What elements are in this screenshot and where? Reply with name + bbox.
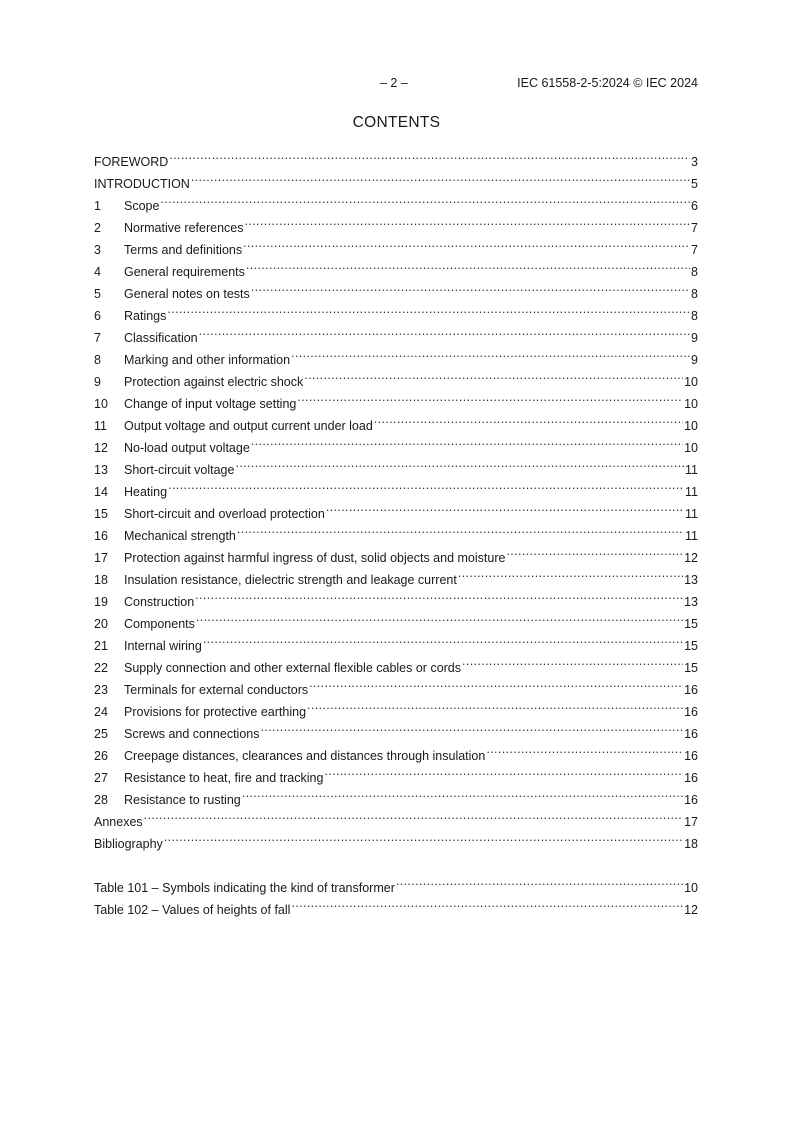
toc-entry-title[interactable]: Scope [124,199,160,213]
toc-entry-page: 16 [684,727,698,741]
toc-entry-page: 13 [684,595,698,609]
toc-entry-title[interactable]: Short-circuit voltage [124,463,235,477]
toc-entry-page: 11 [685,463,698,477]
toc-entry-number: 14 [94,485,108,499]
toc-dot-leader [196,606,683,628]
toc-entry-page: 9 [691,353,698,367]
toc-entry-title[interactable]: Ratings [124,309,167,323]
toc-entry-page: 9 [691,331,698,345]
toc-entry-page: 11 [685,529,698,543]
toc-dot-leader [291,342,690,364]
toc-entry-number: 19 [94,595,108,609]
toc-entry-title[interactable]: Heating [124,485,168,499]
toc-entry[interactable] [94,188,698,213]
toc-entry-number: 4 [94,265,101,279]
toc-entry-number: 25 [94,727,108,741]
toc-dot-leader [144,804,683,826]
toc-entry-title[interactable]: Marking and other information [124,353,291,367]
toc-entry[interactable] [94,320,698,345]
document-reference: IEC 61558-2-5:2024 © IEC 2024 [517,76,698,90]
toc-entry-page: 10 [684,375,698,389]
toc-dot-leader [326,496,684,518]
toc-entry-title[interactable]: Internal wiring [124,639,202,653]
toc-entry-number: 21 [94,639,108,653]
toc-dot-leader [374,408,683,430]
toc-dot-leader [167,298,690,320]
toc-dot-leader [199,320,690,342]
toc-spacer [94,848,698,870]
toc-dot-leader [506,540,683,562]
toc-entry-page: 13 [684,573,698,587]
toc-entry-page: 16 [684,705,698,719]
toc-entry-title[interactable]: Short-circuit and overload protection [124,507,325,521]
toc-entry-title[interactable]: Table 102 – Values of heights of fall [94,903,291,917]
toc-entry-number: 27 [94,771,108,785]
toc-dot-leader [160,188,690,210]
toc-entry-number: 26 [94,749,108,763]
toc-dot-leader [486,738,683,760]
toc-front-matter [94,144,698,191]
page-header [94,76,698,92]
toc-back-matter [94,804,698,851]
toc-entry-page: 6 [691,199,698,213]
toc-dot-leader [462,650,683,672]
toc-dot-leader [169,144,690,166]
toc-dot-leader [164,826,683,848]
toc-dot-leader [246,254,690,276]
toc-entry-page: 8 [691,265,698,279]
toc-entry-page: 7 [691,221,698,235]
toc-entry-title[interactable]: Annexes [94,815,143,829]
toc-entry-title[interactable]: Protection against harmful ingress of dust, solid objects and moisture [124,551,506,565]
toc-entry[interactable] [94,144,698,169]
toc-dot-leader [261,716,684,738]
toc-entry-number: 23 [94,683,108,697]
toc-entry-number: 6 [94,309,101,323]
toc-entry-page: 15 [684,617,698,631]
toc-dot-leader [237,518,684,540]
table-of-contents [94,144,698,917]
toc-entry-title[interactable]: Creepage distances, clearances and distances through insulation [124,749,486,763]
toc-dot-leader [297,386,683,408]
toc-entry-number: 16 [94,529,108,543]
toc-entry-page: 17 [684,815,698,829]
toc-entry-title[interactable]: Insulation resistance, dielectric strength and leakage current [124,573,457,587]
toc-dot-leader [191,166,690,188]
toc-dot-leader [251,276,690,298]
toc-entry-page: 3 [691,155,698,169]
toc-entry-number: 10 [94,397,108,411]
toc-clauses [94,188,698,807]
toc-entry-number: 8 [94,353,101,367]
toc-entry-title[interactable]: FOREWORD [94,155,169,169]
toc-entry-page: 8 [691,287,698,301]
toc-entry-title[interactable]: Terms and definitions [124,243,243,257]
toc-entry-number: 5 [94,287,101,301]
toc-dot-leader [458,562,683,584]
toc-entry-page: 16 [684,749,698,763]
toc-entry-page: 12 [684,551,698,565]
toc-entry[interactable] [94,826,698,851]
toc-entry-title[interactable]: Output voltage and output current under load [124,419,373,433]
toc-dot-leader [307,694,683,716]
toc-entry[interactable] [94,474,698,499]
toc-entry-number: 12 [94,441,108,455]
toc-entry-number: 18 [94,573,108,587]
toc-entry-number: 28 [94,793,108,807]
toc-entry-page: 11 [685,507,698,521]
toc-entry-number: 11 [94,419,107,433]
toc-entry-title[interactable]: Provisions for protective earthing [124,705,307,719]
toc-entry-number: 1 [94,199,101,213]
toc-entry-title[interactable]: Components [124,617,195,631]
toc-entry-title[interactable]: Normative references [124,221,244,235]
toc-entry[interactable] [94,210,698,235]
toc-entry-title[interactable]: Resistance to rusting [124,793,241,807]
toc-entry-title[interactable]: Resistance to heat, fire and tracking [124,771,324,785]
toc-entry-title[interactable]: Change of input voltage setting [124,397,297,411]
toc-entry-page: 11 [685,485,698,499]
toc-entry-number: 2 [94,221,101,235]
toc-entry-page: 18 [684,837,698,851]
toc-entry-title[interactable]: Screws and connections [124,727,260,741]
toc-entry-number: 15 [94,507,108,521]
toc-entry-title[interactable]: Protection against electric shock [124,375,304,389]
toc-entry-title[interactable]: Table 101 – Symbols indicating the kind of transformer [94,881,395,895]
toc-entry[interactable] [94,496,698,521]
toc-entry-number: 7 [94,331,101,345]
toc-list-of-tables [94,870,698,917]
toc-dot-leader [324,760,683,782]
toc-entry-title[interactable]: Supply connection and other external flexible cables or cords [124,661,462,675]
toc-entry-title[interactable]: Mechanical strength [124,529,236,543]
toc-entry-page: 10 [684,441,698,455]
toc-dot-leader [243,232,690,254]
toc-entry-page: 10 [684,397,698,411]
toc-dot-leader [168,474,684,496]
toc-entry-page: 16 [684,793,698,807]
toc-entry-page: 7 [691,243,698,257]
toc-entry-page: 15 [684,639,698,653]
toc-entry-page: 5 [691,177,698,191]
toc-entry-number: 9 [94,375,101,389]
page-number: – 2 – [380,76,408,90]
toc-entry-page: 16 [684,771,698,785]
toc-entry-title[interactable]: General notes on tests [124,287,250,301]
toc-entry-title[interactable]: General requirements [124,265,245,279]
toc-entry-number: 24 [94,705,108,719]
toc-dot-leader [304,364,683,386]
toc-dot-leader [195,584,683,606]
toc-dot-leader [245,210,691,232]
toc-dot-leader [242,782,683,804]
toc-entry-page: 10 [684,881,698,895]
toc-entry-title[interactable]: Bibliography [94,837,163,851]
toc-entry-number: 13 [94,463,108,477]
toc-entry-title[interactable]: No-load output voltage [124,441,250,455]
toc-entry-number: 22 [94,661,108,675]
toc-entry-page: 15 [684,661,698,675]
toc-dot-leader [251,430,683,452]
toc-entry-page: 12 [684,903,698,917]
toc-entry[interactable] [94,870,698,895]
toc-dot-leader [203,628,683,650]
toc-entry[interactable] [94,298,698,323]
contents-title: CONTENTS [352,114,441,131]
toc-entry-title[interactable]: Terminals for external conductors [124,683,309,697]
toc-dot-leader [291,892,683,914]
toc-entry-number: 17 [94,551,108,565]
toc-entry-number: 20 [94,617,108,631]
toc-dot-leader [309,672,683,694]
toc-entry-page: 10 [684,419,698,433]
toc-entry[interactable] [94,166,698,191]
toc-entry-title[interactable]: Classification [124,331,198,345]
toc-dot-leader [396,870,683,892]
toc-entry-title[interactable]: INTRODUCTION [94,177,190,191]
toc-entry[interactable] [94,804,698,829]
toc-entry-page: 8 [691,309,698,323]
toc-entry-page: 16 [684,683,698,697]
toc-entry-title[interactable]: Construction [124,595,195,609]
toc-dot-leader [235,452,684,474]
toc-entry-number: 3 [94,243,101,257]
